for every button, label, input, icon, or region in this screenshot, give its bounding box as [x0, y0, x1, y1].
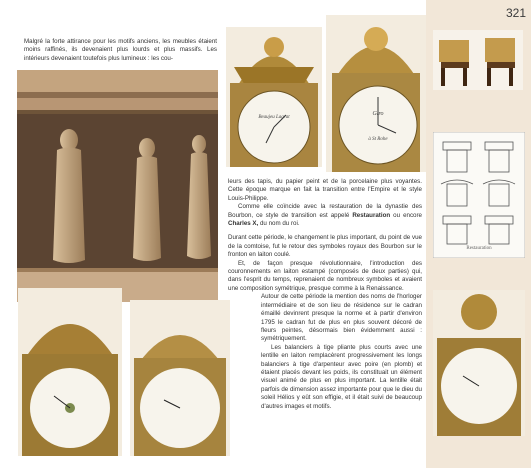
- main-text-block: [228, 178, 422, 411]
- clock-signature: Beaujeu Lagrat: [258, 115, 290, 120]
- empire-chairs-photo: [433, 30, 523, 90]
- intro-paragraph: Malgré la forte attirance pour les motifs anciens, les meubles étaient moins raffinés, ils devenaient plus lourds et plus massifs. Les intérieurs devenaient toutefois plus lumineux : les cou-: [24, 38, 217, 62]
- clock-bottom-left-2: [130, 300, 230, 456]
- clock-top-left: [226, 27, 322, 167]
- page-number: 321: [505, 6, 526, 20]
- clock-bottom-left-1: [18, 288, 122, 456]
- clock-signature: Giro: [372, 111, 384, 117]
- engraving-caption: Restauration: [466, 246, 492, 251]
- paragraph-revolution: Et, de façon presque révolutionnaire, l'introduction des couronnements en laiton estampé (composés de deux parties) qui, dans l'esprit du temps, reprenaient de nombreux symboles et avaient une composition symétrique, presque comme à la Renaissance.: [228, 259, 422, 292]
- paragraph-names: Autour de cette période la mention des noms de l'horloger intermédiaire et de son lieu de résidence sur le cadran émaillé devinrent presque la norme et à partir d'environ 1795 le cadran fut de plus en plus souvent décoré de fleurs peintes, désormais bien évidemment aussi : symétriquement.: [261, 293, 422, 343]
- paragraph-period: Durant cette période, le changement le plus important, du point de vue de la comtoise, fut le retour des symboles royaux des Bourbon sur le fronton en laiton coulé.: [228, 234, 422, 259]
- clock-top-right: [326, 15, 426, 172]
- paragraph-restoration: Comme elle coïncide avec la restauration de la dynastie des Bourbon, ce style de transition est appelé Restauration ou encore Charles X, du nom du roi.: [228, 203, 422, 228]
- capitals-engraving: [433, 132, 525, 258]
- caryatid-photo: [17, 70, 218, 302]
- paragraph-balanciers: Les balanciers à tige pliante plus courts avec une lentille en laiton remplacèrent progressivement les longs balanciers à tige d'arpenteur avec poire (en plomb) et étaient placés devant les poids, ils constituait un élément visuel animé de plus en plus important. La lentille était parfois de dimension assez importante pour que le dieu du soleil Hélios y eût son effigie, et il était suivi de beaucoup d'autres images et motifs.: [261, 343, 422, 410]
- paragraph-colors: leurs des tapis, du papier peint et de la porcelaine plus voyantes. Cette époque marque en fait la transition entre l'Empire et le style Louis-Philippe.: [228, 178, 422, 202]
- clock-place: à St Rohe: [368, 137, 388, 142]
- clock-bottom-right: [433, 290, 525, 436]
